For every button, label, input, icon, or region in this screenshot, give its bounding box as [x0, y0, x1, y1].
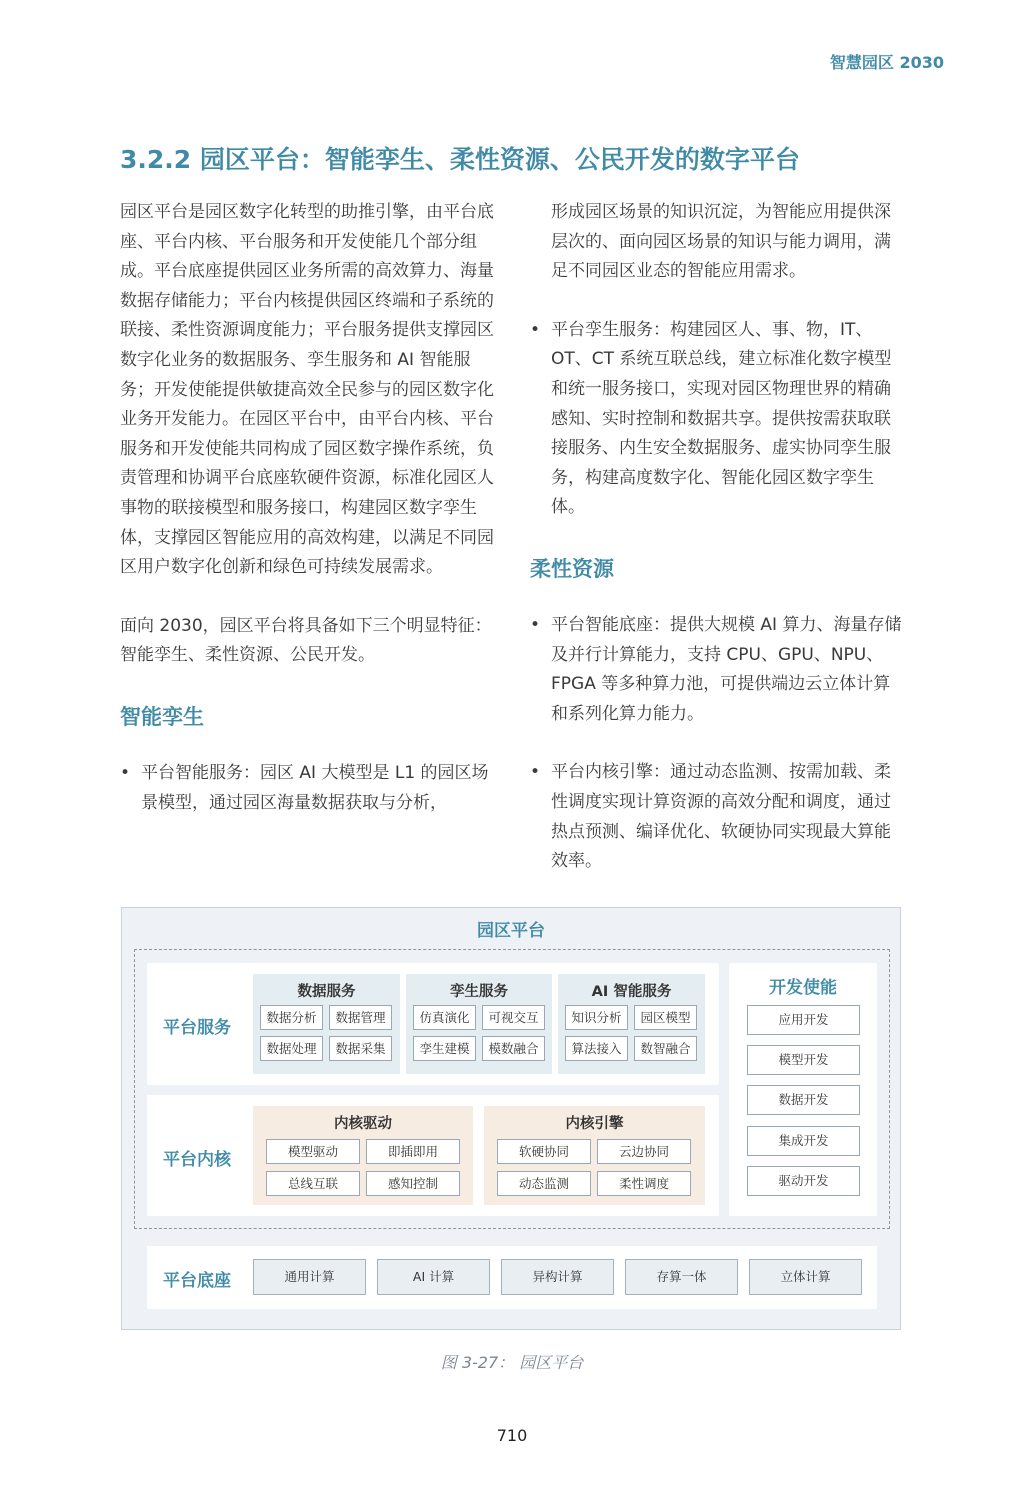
kernel-engine-group [484, 1106, 705, 1205]
kernel-drive-item: 总线互联 [266, 1171, 360, 1196]
twin-bullet-list [120, 759, 496, 818]
platform-kernel-label: 平台内核 [163, 1150, 231, 1170]
bullet-smart-service: • 平台智能服务：园区 AI 大模型是 L1 的园区场景模型，通过园区海量数据获取与分析， [120, 759, 496, 818]
kernel-drive-group [253, 1106, 473, 1205]
kernel-engine-title: 内核引擎 [565, 1116, 624, 1132]
dev-item: 驱动开发 [747, 1166, 860, 1196]
continued-paragraph: 形成园区场景的知识沉淀，为智能应用提供深层次的、面向园区场景的知识与能力调用，满足不同园区业态的智能应用需求。 [551, 202, 891, 282]
twin-service-group [406, 974, 552, 1074]
ai-service-group [558, 974, 705, 1074]
dev-item: 数据开发 [747, 1085, 860, 1115]
twin-service-item: 模数融合 [482, 1036, 545, 1061]
data-service-title: 数据服务 [297, 984, 356, 1000]
data-service-item: 数据分析 [260, 1005, 323, 1030]
kernel-drive-title: 内核驱动 [334, 1116, 392, 1132]
kernel-engine-item: 动态监测 [497, 1171, 591, 1196]
park-platform-diagram [121, 907, 901, 1330]
features-paragraph: 面向 2030，园区平台将具备如下三个明显特征：智能孪生、柔性资源、公民开发。 [120, 615, 492, 666]
section-title: 3.2.2 园区平台：智能孪生、柔性资源、公民开发的数字平台 [120, 145, 800, 174]
dev-enablement-title: 开发使能 [769, 978, 837, 998]
kernel-drive-item: 即插即用 [366, 1139, 460, 1164]
left-column [120, 198, 496, 818]
data-service-item: 数据管理 [329, 1005, 392, 1030]
kernel-engine-item: 软硬协同 [497, 1139, 591, 1164]
twin-bullet-list-2 [530, 316, 906, 523]
right-column [530, 198, 906, 877]
ai-service-item: 园区模型 [634, 1005, 697, 1030]
bullet-kernel-engine: • 平台内核引擎：通过动态监测、按需加载、柔性调度实现计算资源的高效分配和调度，通过热点预测、编译优化、软硬协同实现最大算能效率。 [530, 758, 906, 876]
flex-bullet-list [530, 611, 906, 877]
diagram-title: 园区平台 [477, 921, 545, 941]
bullet-smart-base: • 平台智能底座：提供大规模 AI 算力、海量存储及并行计算能力，支持 CPU、GPU、NPU、FPGA 等多种算力池，可提供端边云立体计算和系列化算力能力。 [530, 611, 906, 729]
dev-item: 模型开发 [747, 1045, 860, 1075]
heading-smart-twin: 智能孪生 [120, 704, 204, 729]
twin-service-title: 孪生服务 [450, 984, 508, 1000]
twin-service-item: 孪生建模 [413, 1036, 476, 1061]
platform-kernel-panel [147, 1095, 719, 1216]
base-item: 通用计算 [253, 1259, 366, 1295]
page-number: 710 [496, 1426, 528, 1445]
dev-item: 应用开发 [747, 1005, 860, 1035]
platform-base-label: 平台底座 [163, 1271, 231, 1291]
data-service-item: 数据处理 [260, 1036, 323, 1061]
ai-service-item: 数智融合 [634, 1036, 697, 1061]
heading-flexible-resources: 柔性资源 [530, 556, 614, 581]
kernel-drive-item: 模型驱动 [266, 1139, 360, 1164]
figure-caption: 图 3-27： 园区平台 [440, 1353, 584, 1372]
base-item: AI 计算 [377, 1259, 490, 1295]
dev-item: 集成开发 [747, 1126, 860, 1156]
bullet-twin-service: • 平台孪生服务：构建园区人、事、物，IT、OT、CT 系统互联总线，建立标准化数字模型和统一服务接口，实现对园区物理世界的精确感知、实时控制和数据共享。提供按需获取联接服务、内生安全数据服务、虚实协同孪生服务，构建高度数字化、智能化园区数字孪生体。 [530, 316, 906, 523]
kernel-engine-item: 云边协同 [597, 1139, 691, 1164]
ai-service-item: 算法接入 [565, 1036, 628, 1061]
running-head: 智慧园区 2030 [829, 53, 944, 72]
data-service-item: 数据采集 [329, 1036, 392, 1061]
dev-enablement-panel [729, 963, 877, 1216]
ai-service-title: AI 智能服务 [591, 984, 672, 1000]
base-item: 存算一体 [625, 1259, 738, 1295]
base-item: 立体计算 [749, 1259, 862, 1295]
intro-paragraph: 园区平台是园区数字化转型的助推引擎，由平台底座、平台内核、平台服务和开发使能几个部分组成。平台底座提供园区业务所需的高效算力、海量数据存储能力；平台内核提供园区终端和子系统的联接、柔性资源调度能力；平台服务提供支撑园区数字化业务的数据服务、孪生服务和 AI 智能服务；开发使能提供敏捷高效全民参与的园区数字化业务开发能力。在园区平台中，由平台内核、平台服务和开发使能共同构成了园区数字操作系统，负责管理和协调平台底座软硬件资源，标准化园区人事物的联接模型和服务接口，构建园区数字孪生体，支撑园区智能应用的高效构建，以满足不同园区用户数字化创新和绿色可持续发展需求。 [120, 202, 494, 578]
twin-service-item: 可视交互 [482, 1005, 545, 1030]
ai-service-item: 知识分析 [565, 1005, 628, 1030]
data-service-group [253, 974, 400, 1074]
base-item: 异构计算 [501, 1259, 614, 1295]
platform-base-panel [147, 1246, 877, 1309]
twin-service-item: 仿真演化 [413, 1005, 476, 1030]
platform-services-panel [147, 963, 719, 1085]
platform-services-label: 平台服务 [163, 1018, 231, 1038]
kernel-drive-item: 感知控制 [366, 1171, 460, 1196]
kernel-engine-item: 柔性调度 [597, 1171, 691, 1196]
